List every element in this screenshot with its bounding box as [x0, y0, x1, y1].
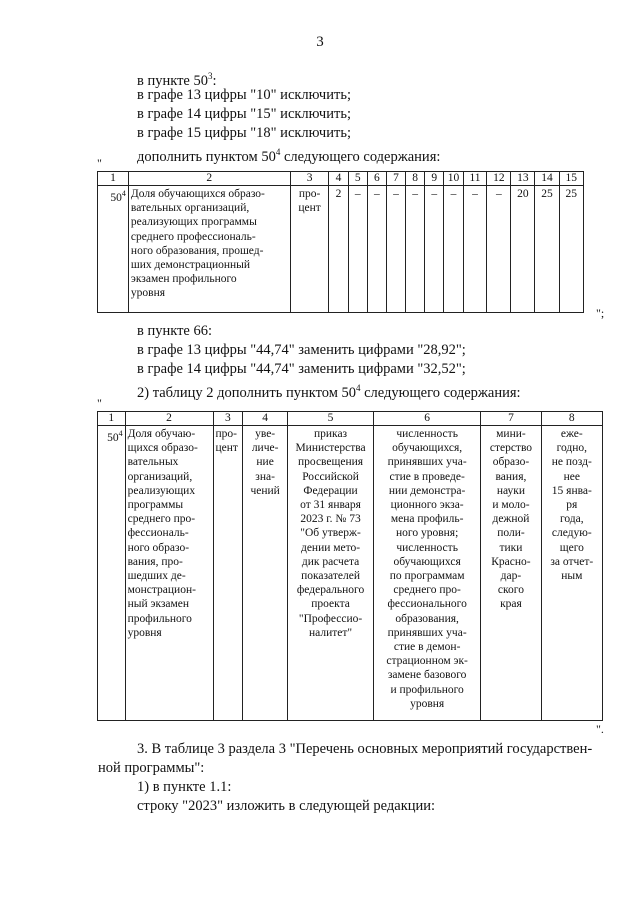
quote-close-2: ". [596, 722, 604, 736]
t1-cell-dash: – [348, 186, 367, 313]
t1-header-cell: 10 [444, 172, 463, 186]
t2-cell-name: Доля обучаю- щихся образо- вательных организаций, реализующих программы среднего про- фессиональ- ного образо- вания, про- шедших де- монстрацион- ный экзамен профильного уровня [125, 426, 213, 721]
t2-cell-num: $50^4$ [98, 426, 126, 721]
table-row [98, 426, 603, 721]
t1-header-cell: 7 [386, 172, 405, 186]
mid-line-1: в пункте 66: [137, 323, 213, 339]
t2-header-cell: 1 [98, 412, 126, 426]
intro-line-4: в графе 15 цифры "18" исключить; [137, 125, 351, 141]
t2-cell-deadline: еже- годно, не позд- нее 15 янва- ря года, следую- щего за отчет- ным [541, 426, 602, 721]
end-line-2: ной программы": [98, 760, 205, 776]
t1-header-cell: 11 [463, 172, 487, 186]
t1-cell-14: 25 [535, 186, 559, 313]
intro-line-2: в графе 13 цифры "10" исключить; [137, 87, 351, 103]
mid-line-3: в графе 14 цифры "44,74" заменить цифрами "32,52"; [137, 361, 466, 377]
t1-header-cell: 3 [290, 172, 329, 186]
table-2 [97, 411, 603, 721]
t1-cell-dash: – [367, 186, 386, 313]
t1-header-cell: 15 [559, 172, 583, 186]
t1-header-cell: 5 [348, 172, 367, 186]
t1-header-cell: 9 [425, 172, 444, 186]
mid-line-4: 2) таблицу 2 дополнить пунктом $50^4$ следующего содержания: [137, 383, 521, 401]
t1-header-cell: 2 [128, 172, 290, 186]
t1-header-cell: 8 [406, 172, 425, 186]
intro-line-5: дополнить пунктом $50^4$ следующего содержания: [137, 147, 441, 165]
intro-line-1: в пункте $50^3$: [137, 71, 217, 89]
t1-header-cell: 6 [367, 172, 386, 186]
t1-cell-num: $50^4$ [98, 186, 129, 313]
table-2-header-row [98, 412, 603, 426]
t1-cell-dash: – [463, 186, 487, 313]
t2-header-cell: 3 [213, 412, 243, 426]
t1-header-cell: 4 [329, 172, 348, 186]
t1-cell-dash: – [386, 186, 405, 313]
quote-open-2: " [97, 396, 102, 410]
page-number: 3 [316, 34, 324, 50]
end-line-1: 3. В таблице 3 раздела 3 "Перечень основных мероприятий государствен- [137, 741, 593, 757]
t1-header-cell: 1 [98, 172, 129, 186]
table-1-header-row [98, 172, 603, 186]
t2-header-cell: 8 [541, 412, 602, 426]
t1-cell-13: 20 [511, 186, 535, 313]
t2-cell-responsible: мини- стерство образо- вания, науки и моло- дежной поли- тики Красно- дар- ского края [481, 426, 541, 721]
t2-cell-source: приказ Министерства просвещения Российской Федерации от 31 января 2023 г. № 73 "Об утверж- дении мето- дик расчета показателей федерального проекта "Профессио- налитет" [288, 426, 374, 721]
table-row [98, 186, 603, 313]
t1-header-cell: 14 [535, 172, 559, 186]
t2-header-cell: 5 [288, 412, 374, 426]
t1-cell-dash: – [444, 186, 463, 313]
t2-header-cell: 7 [481, 412, 541, 426]
t1-header-cell: 13 [511, 172, 535, 186]
table-1 [97, 171, 603, 313]
end-line-4: строку "2023" изложить в следующей редакции: [137, 798, 436, 814]
t1-header-cell: 12 [487, 172, 511, 186]
t1-cell-15: 25 [559, 186, 583, 313]
t2-header-cell: 2 [125, 412, 213, 426]
t2-header-cell: 4 [243, 412, 288, 426]
t1-cell-dash: – [425, 186, 444, 313]
quote-close-1: "; [596, 306, 605, 320]
quote-open-1: " [97, 156, 102, 170]
t1-cell-dash: – [406, 186, 425, 313]
t1-cell-name: Доля обучающихся образо- вательных организаций, реализующих программы среднего профессиональ- ного образования, прошед- ших демонстрационный экзамен профильного уровня [128, 186, 290, 313]
t1-cell-dash: – [487, 186, 511, 313]
mid-line-2: в графе 13 цифры "44,74" заменить цифрами "28,92"; [137, 342, 466, 358]
intro-line-3: в графе 14 цифры "15" исключить; [137, 106, 351, 122]
end-line-3: 1) в пункте 1.1: [137, 779, 232, 795]
t2-header-cell: 6 [373, 412, 480, 426]
t2-cell-trend: уве- личе- ние зна- чений [243, 426, 288, 721]
t1-cell-unit: про- цент [290, 186, 329, 313]
t2-cell-method: численность обучающихся, принявших уча- стие в проведе- нии демонстра- ционного экза- мена профиль- ного уровня; численность обучающихся по программам среднего про- фессионального образования, принявших уча- стие в демон- страционном эк- замене базового и профильного уровня [373, 426, 480, 721]
t2-cell-unit: про- цент [213, 426, 243, 721]
t1-cell-4: 2 [329, 186, 348, 313]
